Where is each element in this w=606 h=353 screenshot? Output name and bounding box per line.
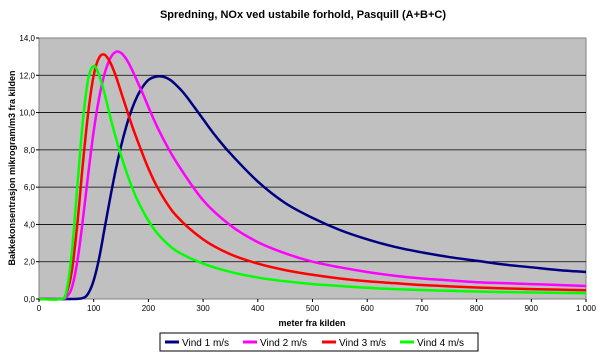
- legend-label-1: Vind 1 m/s: [182, 338, 230, 349]
- chart-title: Spredning, NOx ved ustabile forhold, Pasquill (A+B+C): [159, 9, 447, 21]
- y-tick-label: 0,0: [23, 295, 35, 304]
- y-tick-label: 2,0: [23, 257, 35, 267]
- y-axis-ticks: [19, 34, 39, 304]
- y-axis-label: Bakkekonsentrasjon mikrogram/m3 fra kilden: [7, 70, 17, 266]
- legend-label-3: Vind 3 m/s: [339, 338, 387, 349]
- x-tick-label: 100: [87, 304, 101, 313]
- x-tick-label: 0: [36, 304, 42, 313]
- legend: [160, 333, 478, 351]
- plot-area: [39, 38, 586, 299]
- y-tick-label: 6,0: [23, 183, 35, 193]
- y-tick-label: 8,0: [23, 145, 35, 155]
- legend-label-4: Vind 4 m/s: [417, 338, 465, 349]
- x-tick-label: 500: [305, 304, 320, 313]
- x-tick-label: 900: [524, 304, 538, 313]
- x-tick-label: 200: [141, 304, 156, 313]
- y-tick-label: 4,0: [23, 220, 35, 230]
- x-tick-label: 800: [469, 304, 484, 313]
- y-tick-label: 12,0: [19, 71, 35, 81]
- x-tick-label: 700: [415, 304, 429, 313]
- x-axis-ticks: [37, 299, 597, 313]
- y-tick-label: 10,0: [19, 108, 35, 118]
- legend-label-2: Vind 2 m/s: [260, 338, 308, 349]
- x-tick-label: 600: [360, 304, 374, 313]
- x-tick-label: 400: [251, 304, 265, 313]
- x-tick-label: 1 000: [575, 304, 597, 313]
- x-tick-label: 300: [196, 304, 210, 313]
- x-axis-label: meter fra kilden: [278, 318, 346, 328]
- y-tick-label: 14,0: [19, 34, 35, 43]
